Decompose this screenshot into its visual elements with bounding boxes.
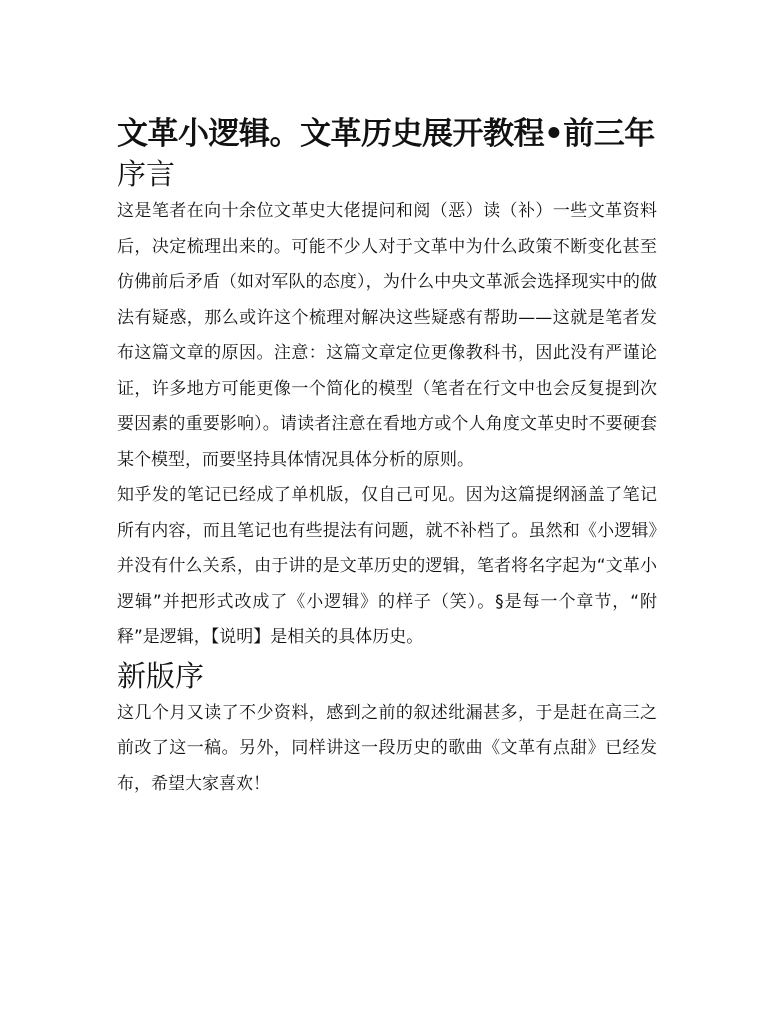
section-heading-new-preface: 新版序	[117, 658, 205, 693]
document-body	[117, 114, 657, 802]
preface-paragraph-2: 知乎发的笔记已经成了单机版，仅自己可见。因为这篇提纲涵盖了笔记所有内容，而且笔记也有些提法有问题，就不补档了。虽然和《小逻辑》并没有什么关系，由于讲的是文革历史的逻辑，笔者将名字起为“文革小逻辑”并把形式改成了《小逻辑》的样子（笑）。§是每一个章节，“附释”是逻辑，【说明】是相关的具体历史。	[117, 485, 657, 647]
new-preface-paragraph-1: 这几个月又读了不少资料，感到之前的叙述纰漏甚多，于是赶在高三之前改了这一稿。另外，同样讲这一段历史的歌曲《文革有点甜》已经发布，希望大家喜欢！	[117, 702, 657, 794]
document-title: 文革小逻辑。文革历史展开教程•前三年	[117, 116, 655, 152]
preface-paragraph-1: 这是笔者在向十余位文革史大佬提问和阅（恶）读（补）一些文革资料后，决定梳理出来的。可能不少人对于文革中为什么政策不断变化甚至仿佛前后矛盾（如对军队的态度），为什么中央文革派会选择现实中的做法有疑惑，那么或许这个梳理对解决这些疑惑有帮助——这就是笔者发布这篇文章的原因。注意：这篇文章定位更像教科书，因此没有严谨论证，许多地方可能更像一个简化的模型（笔者在行文中也会反复提到次要因素的重要影响）。请读者注意在看地方或个人角度文革史时不要硬套某个模型，而要坚持具体情况具体分析的原则。	[117, 201, 657, 470]
section-heading-preface: 序言	[117, 157, 176, 191]
